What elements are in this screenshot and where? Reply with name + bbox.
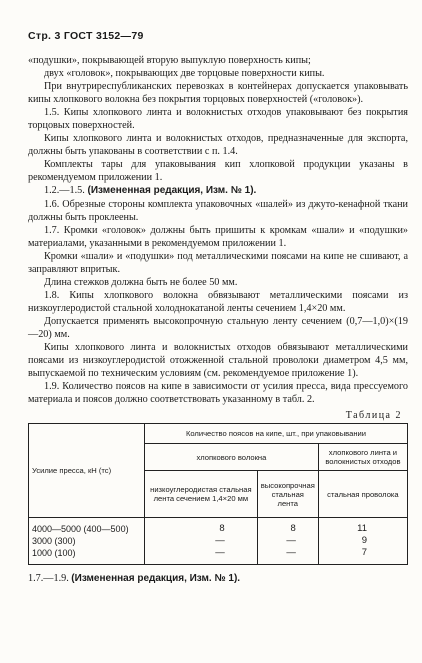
footer-prefix: 1.7.—1.9. (28, 573, 72, 585)
cell-value: 7 (318, 547, 407, 565)
row-header: Усилие пресса, кН (тс) (29, 424, 145, 518)
table-2 (28, 423, 408, 565)
cell-value: 9 (318, 535, 407, 547)
paragraph: При внутриреспубликанских перевозках в контейнерах допускается упаковывать кипы хлопкового волокна без покрытия торцовых поверхностей («головок»). (28, 81, 408, 106)
paragraph: 1.8. Кипы хлопкового волокна обвязывают металлическими поясами из низкоуглеродистой стальной холоднокатаной ленты сечением 1,4×20 мм. (28, 289, 408, 314)
col-sub-high-strength: высокопрочная стальная лента (257, 471, 318, 518)
document-page (28, 30, 408, 584)
table-title: Таблица 2 (345, 410, 402, 422)
paragraph: 1.2.—1.5. (Измененная редакция, Изм. № 1). (44, 185, 257, 197)
col-group-cotton: хлопкового волокна (144, 444, 318, 471)
paragraph: Комплекты тары для упаковывания кип хлопковой продукции указаны в рекомендуемом приложении 1. (28, 159, 408, 184)
col-sub-low-carbon: низкоуглеродистая стальная лента сечением 1,4×20 мм (144, 471, 257, 518)
page-header: Стр. 3 ГОСТ 3152—79 (28, 30, 144, 42)
row-label: 1000 (100) (29, 547, 145, 565)
footer-note (28, 573, 408, 584)
cell-value: — (257, 547, 318, 565)
cell-value: — (257, 535, 318, 547)
paragraph: 1.5. Кипы хлопкового линта и волокнистых отходов упаковывают без покрытия торцовых поверхностей. (28, 107, 408, 132)
col-sub-wire: стальная проволока (318, 471, 407, 518)
paragraph: Кипы хлопкового линта и волокнистых отходов обвязывают металлическими поясами из низкоуглеродистой отожженной стальной проволоки диаметром 4,5 мм, выпускаемой по техническим условиям (см. рекомендуемое приложение 1). (28, 342, 408, 380)
paragraph: 1.6. Обрезные стороны комплекта упаковочных «шалей» из джуто-кенафной ткани должны быть проклеены. (28, 198, 408, 223)
paragraph: 1.9. Количество поясов на кипе в зависимости от усилия пресса, вида прессуемого материала и поясов должно соответствовать указанному в табл. 2. (28, 381, 408, 406)
table-row (29, 547, 408, 565)
paragraph: 1.7. Кромки «головок» должны быть пришиты к кромкам «шали» и «подушки» материалами, указанными в рекомендуемом приложении 1. (28, 224, 408, 249)
cell-value: — (144, 547, 257, 565)
paragraph: двух «головок», покрывающих две торцовые поверхности кипы. (44, 68, 325, 80)
table-row (29, 518, 408, 536)
cell-value: 8 (144, 518, 257, 536)
col-group-lint: хлопкового линта и волокнистых отходов (318, 444, 407, 471)
body-text (28, 54, 408, 406)
paragraph: Допускается применять высокопрочную стальную ленту сечением (0,7—1,0)×(19—20) мм. (28, 315, 408, 340)
paragraph: Кипы хлопкового линта и волокнистых отходов, предназначенные для экспорта, должны быть упакованы в соответствии с п. 1.4. (28, 133, 408, 158)
table-row (29, 535, 408, 547)
row-label: 4000—5000 (400—500) (29, 518, 145, 536)
cell-value: 11 (318, 518, 407, 536)
cell-value: — (144, 535, 257, 547)
paragraph: Кромки «шали» и «подушки» под металлическими поясами на кипе не сшивают, а заправляют впритык. (28, 250, 408, 275)
col-header-main: Количество поясов на кипе, шт., при упаковывании (144, 424, 407, 444)
row-label: 3000 (300) (29, 535, 145, 547)
paragraph: «подушки», покрывающей вторую выпуклую поверхность кипы; (28, 55, 311, 66)
paragraph: Длина стежков должна быть не более 50 мм. (44, 276, 238, 288)
footer-bold: (Измененная редакция, Изм. № 1). (71, 573, 241, 585)
cell-value: 8 (257, 518, 318, 536)
